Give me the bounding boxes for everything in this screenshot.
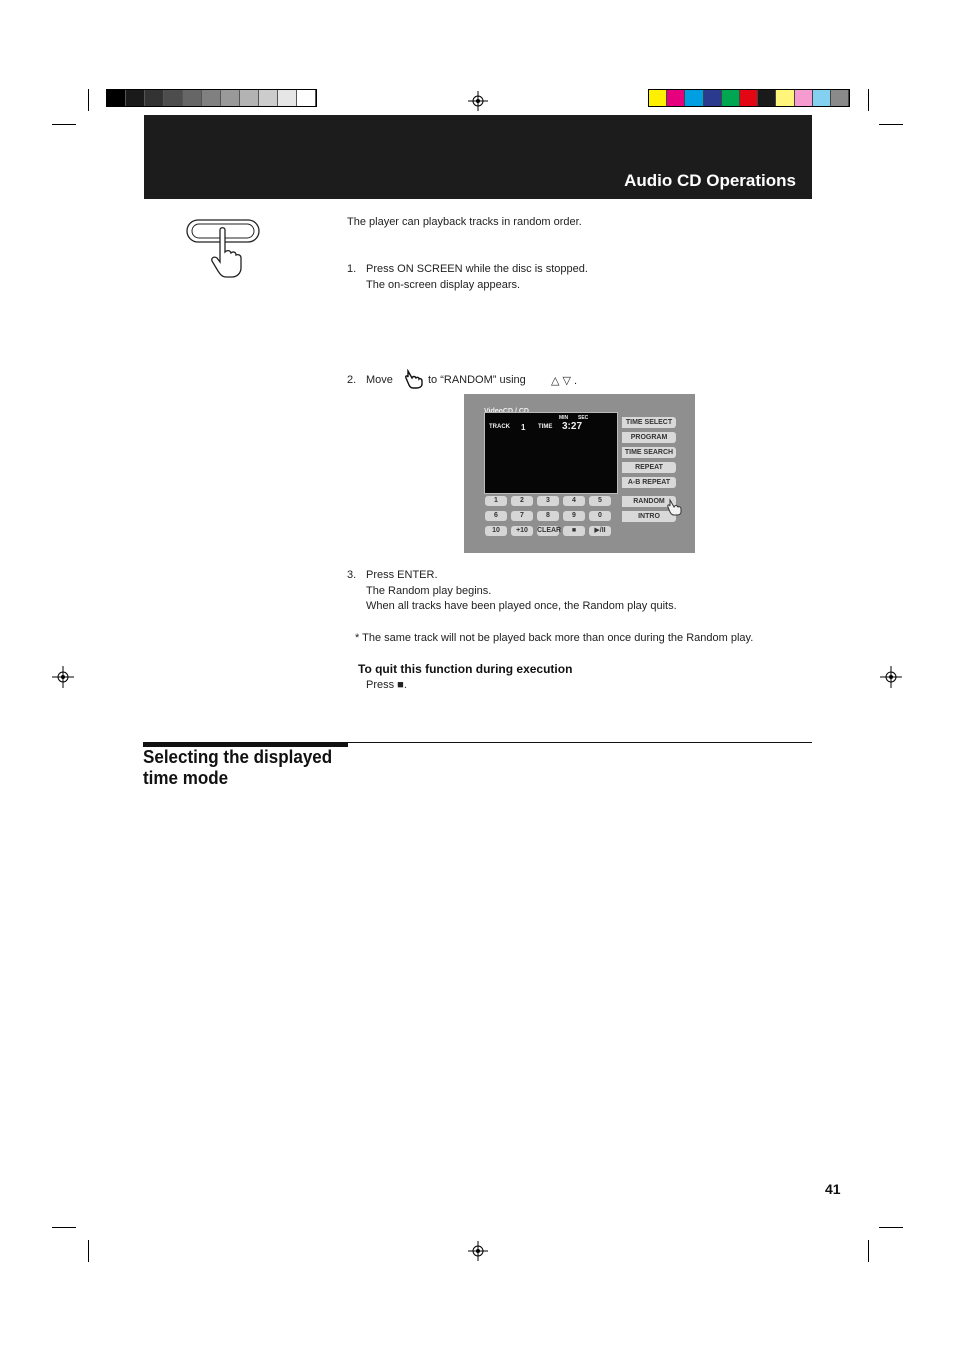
crop-mark	[52, 1227, 76, 1228]
osd-time-value: 3:27	[562, 421, 583, 432]
gray-swatch	[221, 90, 240, 106]
step-2-arrows: △ ▽ .	[551, 375, 578, 387]
osd-key: 5	[589, 496, 611, 506]
osd-track-value: 1	[521, 423, 526, 432]
crop-mark	[879, 124, 903, 125]
osd-screen	[484, 412, 618, 494]
color-swatch	[758, 90, 776, 106]
osd-key: ■	[563, 526, 585, 536]
gray-swatch	[240, 90, 259, 106]
osd-button-random: RANDOM	[622, 496, 676, 507]
gray-swatch	[202, 90, 221, 106]
crop-mark	[879, 1227, 903, 1228]
color-swatch	[704, 90, 722, 106]
gray-swatch	[259, 90, 278, 106]
step-3-note: When all tracks have been played once, the Random play quits.	[366, 600, 677, 612]
color-swatch	[722, 90, 740, 106]
osd-button-repeat: REPEAT	[622, 462, 676, 473]
osd-key: 7	[511, 511, 533, 521]
color-swatch	[776, 90, 794, 106]
registration-target-icon	[468, 1241, 488, 1261]
osd-key: 1	[485, 496, 507, 506]
osd-key: 2	[511, 496, 533, 506]
step-1-number: 1.	[347, 263, 357, 275]
gray-swatch	[164, 90, 183, 106]
header-title: Audio CD Operations	[624, 171, 796, 190]
crop-mark	[868, 1240, 869, 1262]
color-swatch	[685, 90, 703, 106]
section-title-line-2: time mode	[143, 767, 229, 788]
crop-mark	[88, 1240, 89, 1262]
step-1-text: Press ON SCREEN while the disc is stopped.	[366, 263, 588, 275]
color-swatch	[740, 90, 758, 106]
color-swatch	[795, 90, 813, 106]
color-calibration-bar	[648, 89, 850, 107]
pointing-hand-icon	[404, 369, 424, 389]
step-3-text: Press ENTER.	[366, 569, 438, 581]
step-3-result: The Random play begins.	[366, 585, 492, 597]
osd-button-time-search: TIME SEARCH	[622, 447, 676, 458]
registration-target-icon	[468, 91, 488, 111]
osd-track-label: TRACK	[489, 424, 510, 430]
step-2-move: Move	[366, 374, 393, 386]
osd-button-intro: INTRO	[622, 511, 676, 522]
gray-swatch	[297, 90, 316, 106]
step-2-target: to “RANDOM” using	[428, 374, 526, 386]
osd-key: CLEAR	[537, 527, 562, 534]
osd-key: 4	[563, 496, 585, 506]
quit-heading: To quit this function during execution	[358, 662, 573, 676]
color-swatch	[831, 90, 849, 106]
gray-scale-bar	[106, 89, 317, 107]
crop-mark	[868, 89, 869, 111]
crop-mark	[52, 124, 76, 125]
section-title-line-1: Selecting the displayed	[143, 746, 333, 767]
gray-swatch	[183, 90, 202, 106]
osd-time-label: TIME	[538, 424, 553, 430]
on-screen-display-image	[464, 394, 695, 553]
osd-sec-label: SEC	[578, 415, 589, 421]
osd-button-a-b-repeat: A-B REPEAT	[622, 477, 676, 488]
osd-key: 9	[563, 511, 585, 521]
osd-button-time-select: TIME SELECT	[622, 417, 676, 428]
osd-hand-cursor-icon	[667, 498, 683, 516]
step-3-number: 3.	[347, 569, 357, 581]
osd-min-label: MIN	[559, 415, 569, 421]
page-header	[144, 115, 812, 199]
color-swatch	[649, 90, 667, 106]
quit-text: Press ■.	[366, 679, 407, 691]
color-swatch	[667, 90, 685, 106]
registration-target-icon	[52, 666, 74, 688]
crop-mark	[88, 89, 89, 111]
step-1-result: The on-screen display appears.	[366, 279, 521, 291]
osd-button-program: PROGRAM	[622, 432, 676, 443]
registration-target-icon	[880, 666, 902, 688]
osd-key: +10	[511, 526, 533, 536]
osd-key: 10	[485, 526, 507, 536]
section-rule-thin	[348, 742, 812, 743]
gray-swatch	[278, 90, 297, 106]
osd-key: ▶/II	[589, 526, 611, 536]
gray-swatch	[107, 90, 126, 106]
page-number: 41	[825, 1181, 841, 1197]
osd-key: 3	[537, 496, 559, 506]
gray-swatch	[126, 90, 145, 106]
osd-key: 8	[537, 511, 559, 521]
osd-key: 0	[589, 511, 611, 521]
on-screen-button-press-icon	[184, 218, 264, 280]
intro-text: The player can playback tracks in random order.	[347, 216, 582, 228]
footnote: * The same track will not be played back more than once during the Random play.	[355, 632, 754, 644]
step-2-number: 2.	[347, 374, 357, 386]
gray-swatch	[145, 90, 164, 106]
osd-key: 6	[485, 511, 507, 521]
section-title	[143, 746, 332, 788]
color-swatch	[813, 90, 831, 106]
